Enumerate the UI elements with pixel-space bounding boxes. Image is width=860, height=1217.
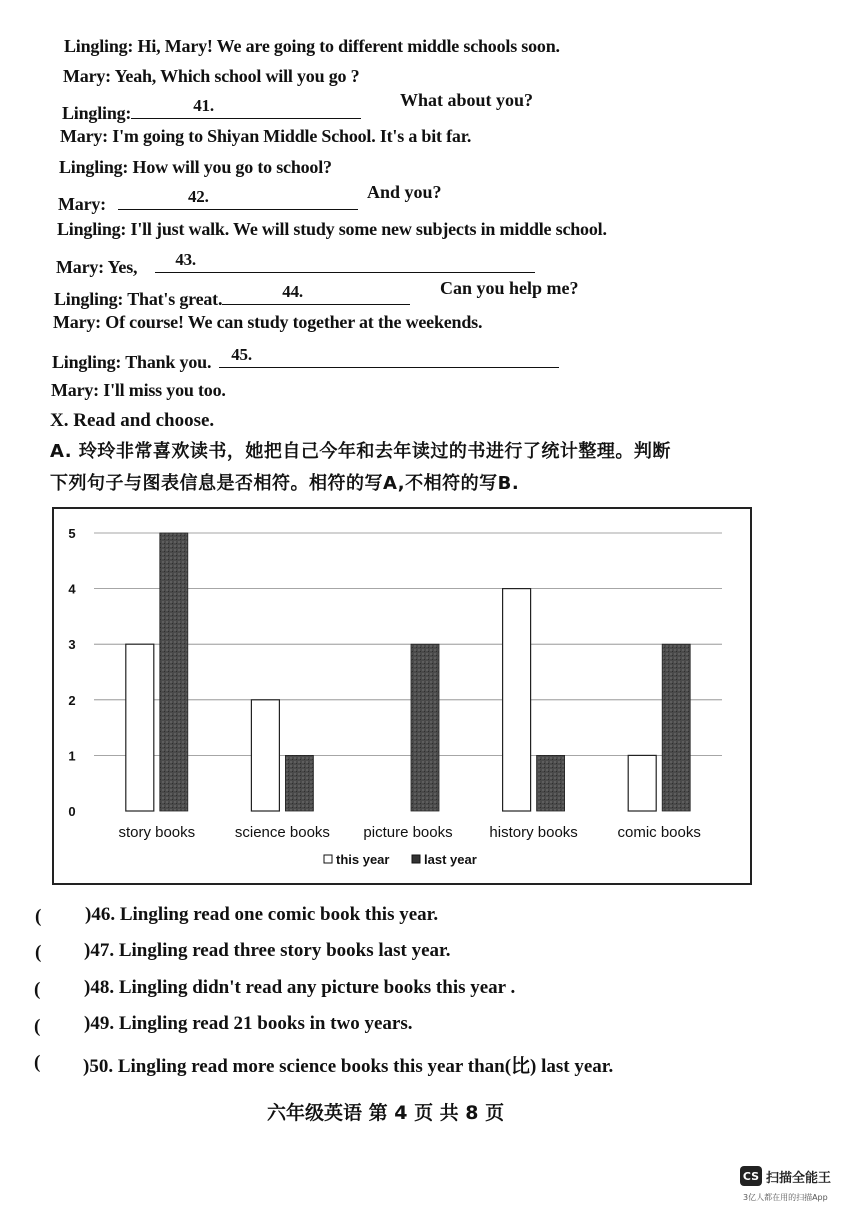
legend-label-this-year: this year [336, 852, 390, 867]
bar-this-year [628, 755, 656, 811]
page-footer: 六年级英语 第 4 页 共 8 页 [267, 1102, 505, 1124]
y-tick-label: 4 [68, 581, 76, 597]
logo-name: 扫描全能王 [766, 1170, 832, 1186]
speaker-prefix: Lingling: [62, 103, 132, 123]
logo-tagline: 3亿人都在用的扫描App [743, 1193, 828, 1202]
answer-paren-50[interactable]: ( [34, 1052, 41, 1073]
question-49: )49. Lingling read 21 books in two years. [84, 1013, 413, 1034]
speaker-prefix: Mary: [58, 194, 106, 214]
books-chart [52, 507, 752, 885]
answer-paren-47[interactable]: ( [35, 942, 42, 963]
scanner-logo [740, 1166, 831, 1186]
answer-blank-45[interactable] [219, 347, 559, 368]
dialogue-line-4: Mary: I'm going to Shiyan Middle School. It's a bit far. [60, 126, 472, 146]
answer-blank-42[interactable] [118, 189, 358, 210]
dialogue-line-5: Lingling: How will you go to school? [59, 157, 332, 177]
answer-blank-41[interactable] [131, 98, 361, 119]
answer-paren-49[interactable]: ( [34, 1016, 41, 1037]
question-46: )46. Lingling read one comic book this year. [85, 904, 439, 925]
bar-last-year [537, 755, 565, 811]
logo-badge: CS [740, 1166, 762, 1186]
bar-this-year [251, 700, 279, 811]
bar-last-year [285, 755, 313, 811]
dialogue-suffix-6: And you? [367, 182, 442, 202]
x-category-label: history books [489, 824, 578, 841]
dialogue-line-10: Mary: Of course! We can study together at the weekends. [53, 312, 483, 332]
legend-swatch-this-year [324, 855, 332, 863]
x-axis-labels [118, 824, 700, 841]
bar-last-year [662, 644, 690, 811]
blank-number: 45. [231, 345, 252, 364]
dialogue-line-12: Mary: I'll miss you too. [51, 380, 226, 400]
y-tick-label: 5 [68, 526, 76, 541]
answer-blank-44[interactable] [222, 284, 410, 305]
dialogue-suffix-9: Can you help me? [440, 278, 579, 298]
dialogue-suffix-3: What about you? [400, 90, 534, 110]
speaker-prefix: Lingling: That's great. [54, 289, 223, 309]
bar-last-year [160, 533, 188, 811]
question-50: )50. Lingling read more science books this year than(比) last year. [83, 1056, 614, 1077]
answer-paren-46[interactable]: ( [35, 906, 42, 927]
dialogue-line-8 [56, 252, 535, 278]
y-tick-label: 2 [68, 692, 76, 708]
legend-swatch-last-year [412, 855, 420, 863]
legend [324, 852, 477, 867]
blank-number: 44. [282, 282, 303, 301]
blank-number: 41. [193, 96, 214, 115]
section-instruction-line-1: A. 玲玲非常喜欢读书，她把自己今年和去年读过的书进行了统计整理。判断 [50, 441, 671, 462]
x-category-label: picture books [363, 824, 453, 841]
bar-this-year [126, 644, 154, 811]
answer-blank-43[interactable] [155, 252, 535, 273]
dialogue-line-9 [54, 284, 410, 310]
answer-paren-48[interactable]: ( [34, 979, 41, 1000]
x-category-label: story books [118, 824, 196, 841]
bar-this-year [503, 589, 531, 811]
dialogue-line-2: Mary: Yeah, Which school will you go ? [63, 66, 360, 86]
dialogue-line-1: Lingling: Hi, Mary! We are going to different middle schools soon. [64, 36, 560, 56]
section-instruction-line-2: 下列句子与图表信息是否相符。相符的写A,不相符的写B. [50, 473, 520, 494]
legend-label-last-year: last year [424, 852, 477, 867]
dialogue-line-11 [52, 347, 559, 373]
question-48: )48. Lingling didn't read any picture books this year . [84, 977, 516, 998]
y-tick-label: 1 [68, 748, 76, 764]
dialogue-line-7: Lingling: I'll just walk. We will study some new subjects in middle school. [57, 219, 607, 239]
chart-svg [54, 509, 750, 883]
dialogue-line-3 [62, 98, 361, 124]
y-axis-ticks [68, 526, 76, 819]
y-tick-label: 3 [68, 637, 76, 653]
blank-number: 42. [187, 187, 209, 206]
section-title: X. Read and choose. [50, 410, 215, 431]
bar-last-year [411, 644, 439, 811]
speaker-prefix: Mary: Yes, [56, 257, 138, 277]
speaker-prefix: Lingling: Thank you. [52, 352, 212, 372]
dialogue-line-6 [58, 189, 358, 215]
x-category-label: comic books [617, 824, 701, 841]
question-47: )47. Lingling read three story books last year. [84, 940, 451, 961]
blank-number: 43. [175, 250, 196, 269]
bars [126, 533, 690, 811]
y-tick-label: 0 [68, 804, 76, 819]
x-category-label: science books [234, 824, 330, 841]
